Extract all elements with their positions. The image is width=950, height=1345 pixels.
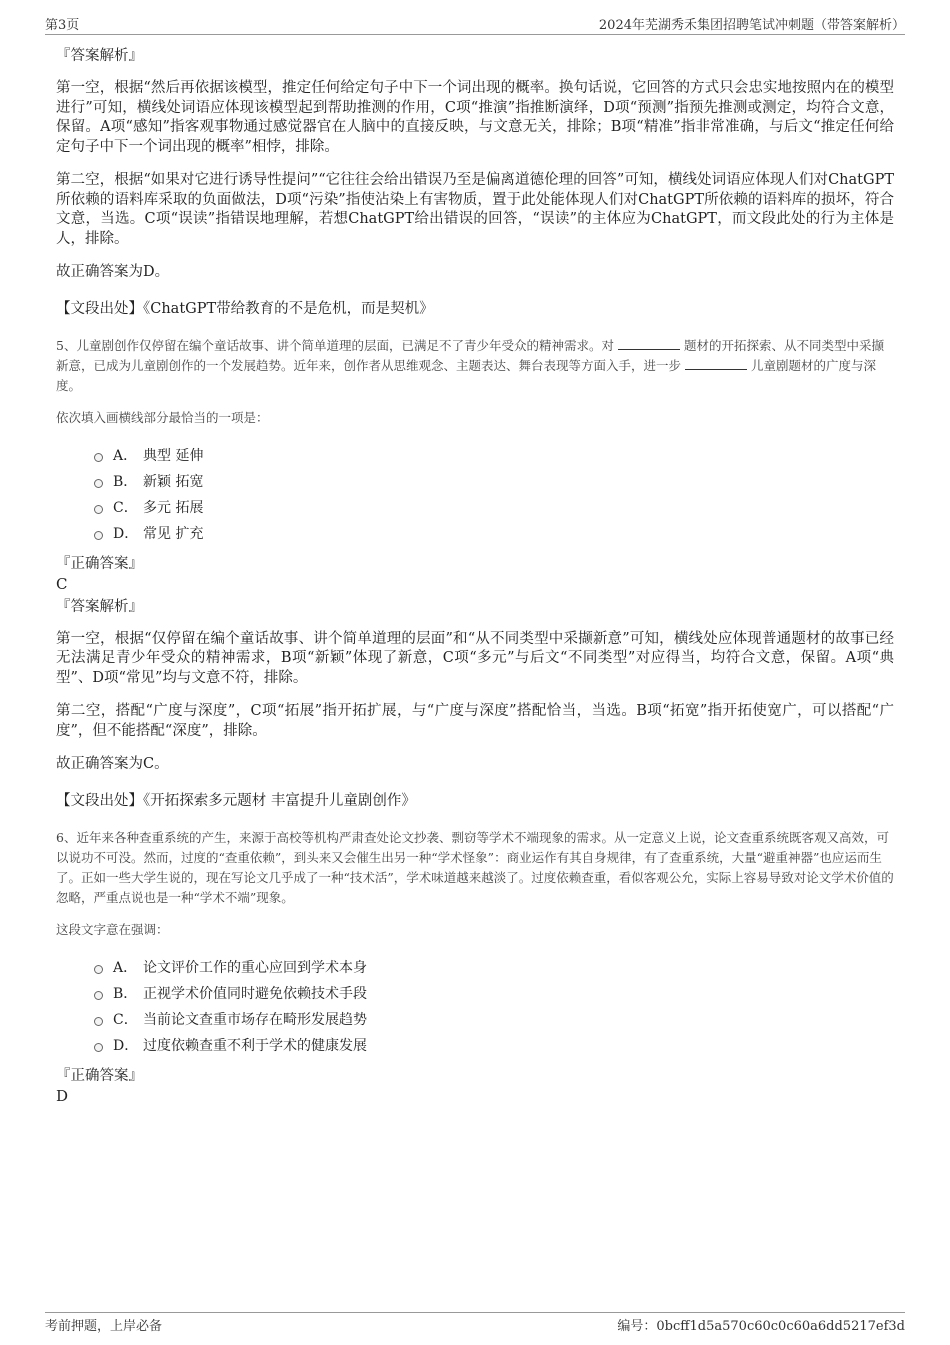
correct-answer-label: 『正确答案』 [56, 1067, 143, 1084]
page-number: 第3页 [45, 18, 80, 33]
text-source: 【文段出处】《ChatGPT带给教育的不是危机，而是契机》 [56, 300, 434, 317]
radio-button[interactable] [94, 1043, 103, 1052]
option-a[interactable]: A． 论文评价工作的重心应回到学术本身 [94, 954, 894, 980]
analysis-paragraph: 第二空，根据“如果对它进行诱导性提问”“它往往会给出错误乃至是偏离道德伦理的回答”可知，横线处词语应体现人们对ChatGPT所依赖的语料库采取的负面做法，D项“污染”指使沾染上有害物质，置于此处能体现人们对ChatGPT所依赖的语料库的损坏，符合文意，当选。C项“误读”指错误地理解，若想ChatGPT给出错误的回答，“误读”的主体应为ChatGPT，而文段此处的行为主体是人，排除。 [56, 172, 894, 247]
answer-conclusion: 故正确答案为C。 [56, 756, 169, 772]
answer-conclusion: 故正确答案为D。 [56, 264, 170, 280]
analysis-paragraph: 第一空，根据“然后再依据该模型，推定任何给定句子中下一个词出现的概率。换句话说，它回答的方式只会忠实地按照内在的模型进行”可知，横线处词语应体现该模型起到帮助推测的作用，C项“推演”指推断演绎，D项“预测”指预先推测或测定，均符合文意，保留。A项“感知”指客观事物通过感觉器官在人脑中的直接反映，与文意无关，排除；B项“精准”指非常准确，与后文“推定任何给定句子中下一个词出现的概率”相悖，排除。 [56, 80, 894, 155]
blank-line [685, 357, 747, 370]
blank-line [618, 337, 680, 350]
analysis-label: 『答案解析』 [56, 598, 143, 615]
question-5-prompt: 依次填入画横线部分最恰当的一项是： [56, 409, 269, 425]
radio-button[interactable] [94, 965, 103, 974]
page-footer [45, 1312, 905, 1334]
question-6-prompt: 这段文字意在强调： [56, 921, 169, 937]
option-c[interactable]: C． 多元 拓展 [94, 494, 894, 520]
radio-button[interactable] [94, 453, 103, 462]
option-d[interactable]: D． 过度依赖查重不利于学术的健康发展 [94, 1032, 894, 1058]
question-6-options [94, 954, 894, 1058]
radio-button[interactable] [94, 991, 103, 1000]
text-source: 【文段出处】《开拓探索多元题材 丰富提升儿童剧创作》 [56, 792, 416, 809]
question-5-options [94, 442, 894, 546]
radio-button[interactable] [94, 531, 103, 540]
option-c[interactable]: C． 当前论文查重市场存在畸形发展趋势 [94, 1006, 894, 1032]
radio-button[interactable] [94, 1017, 103, 1026]
analysis-paragraph: 第二空，搭配“广度与深度”，C项“拓展”指开拓扩展，与“广度与深度”搭配恰当，当选。B项“拓宽”指开拓使宽广，可以搭配“广度”，但不能搭配“深度”，排除。 [56, 703, 894, 739]
question-5-text: 5、儿童剧创作仅停留在编个童话故事、讲个简单道理的层面，已满足不了青少年受众的精神需求。对 题材的开拓探索、从不同类型中采撷新意，已成为儿童剧创作的一个发展趋势。近年来，创作者从思维观念、主题表达、舞台表现等方面入手，进一步 儿童剧题材的广度与深度。 [56, 337, 884, 393]
correct-answer: C [56, 574, 68, 593]
document-title: 2024年芜湖秀禾集团招聘笔试冲刺题（带答案解析） [598, 18, 905, 33]
option-b[interactable]: B． 正视学术价值同时避免依赖技术手段 [94, 980, 894, 1006]
option-d[interactable]: D． 常见 扩充 [94, 520, 894, 546]
option-a[interactable]: A． 典型 延伸 [94, 442, 894, 468]
footer-slogan: 考前押题，上岸必备 [45, 1319, 163, 1334]
page-header [45, 14, 905, 35]
correct-answer: D [56, 1086, 69, 1105]
radio-button[interactable] [94, 505, 103, 514]
analysis-label: 『答案解析』 [56, 48, 143, 64]
analysis-paragraph: 第一空，根据“仅停留在编个童话故事、讲个简单道理的层面”和“从不同类型中采撷新意”可知，横线处应体现普通题材的故事已经无法满足青少年受众的精神需求，B项“新颖”体现了新意，C项“多元”与后文“不同类型”对应得当，均符合文意，保留。A项“典型”、D项“常见”均与文意不符，排除。 [56, 630, 894, 686]
radio-button[interactable] [94, 479, 103, 488]
page-content [56, 44, 894, 1107]
question-6-text: 6、近年来各种查重系统的产生，来源于高校等机构严肃查处论文抄袭、剽窃等学术不端现象的需求。从一定意义上说，论文查重系统既客观又高效，可以说功不可没。然而，过度的“查重依赖”，到头来又会催生出另一种“学术怪象”：商业运作有其自身规律，有了查重系统，大量“避重神器”也应运而生了。正如一些大学生说的，现在写论文几乎成了一种“技术活”，学术味道越来越淡了。过度依赖查重，看似客观公允，实际上容易导致对论文学术价值的忽略，严重点说也是一种“学术不端”现象。 [56, 829, 894, 905]
option-b[interactable]: B． 新颖 拓宽 [94, 468, 894, 494]
document-id: 编号：0bcff1d5a570c60c0c60a6dd5217ef3d [617, 1319, 905, 1334]
correct-answer-label: 『正确答案』 [56, 555, 143, 572]
